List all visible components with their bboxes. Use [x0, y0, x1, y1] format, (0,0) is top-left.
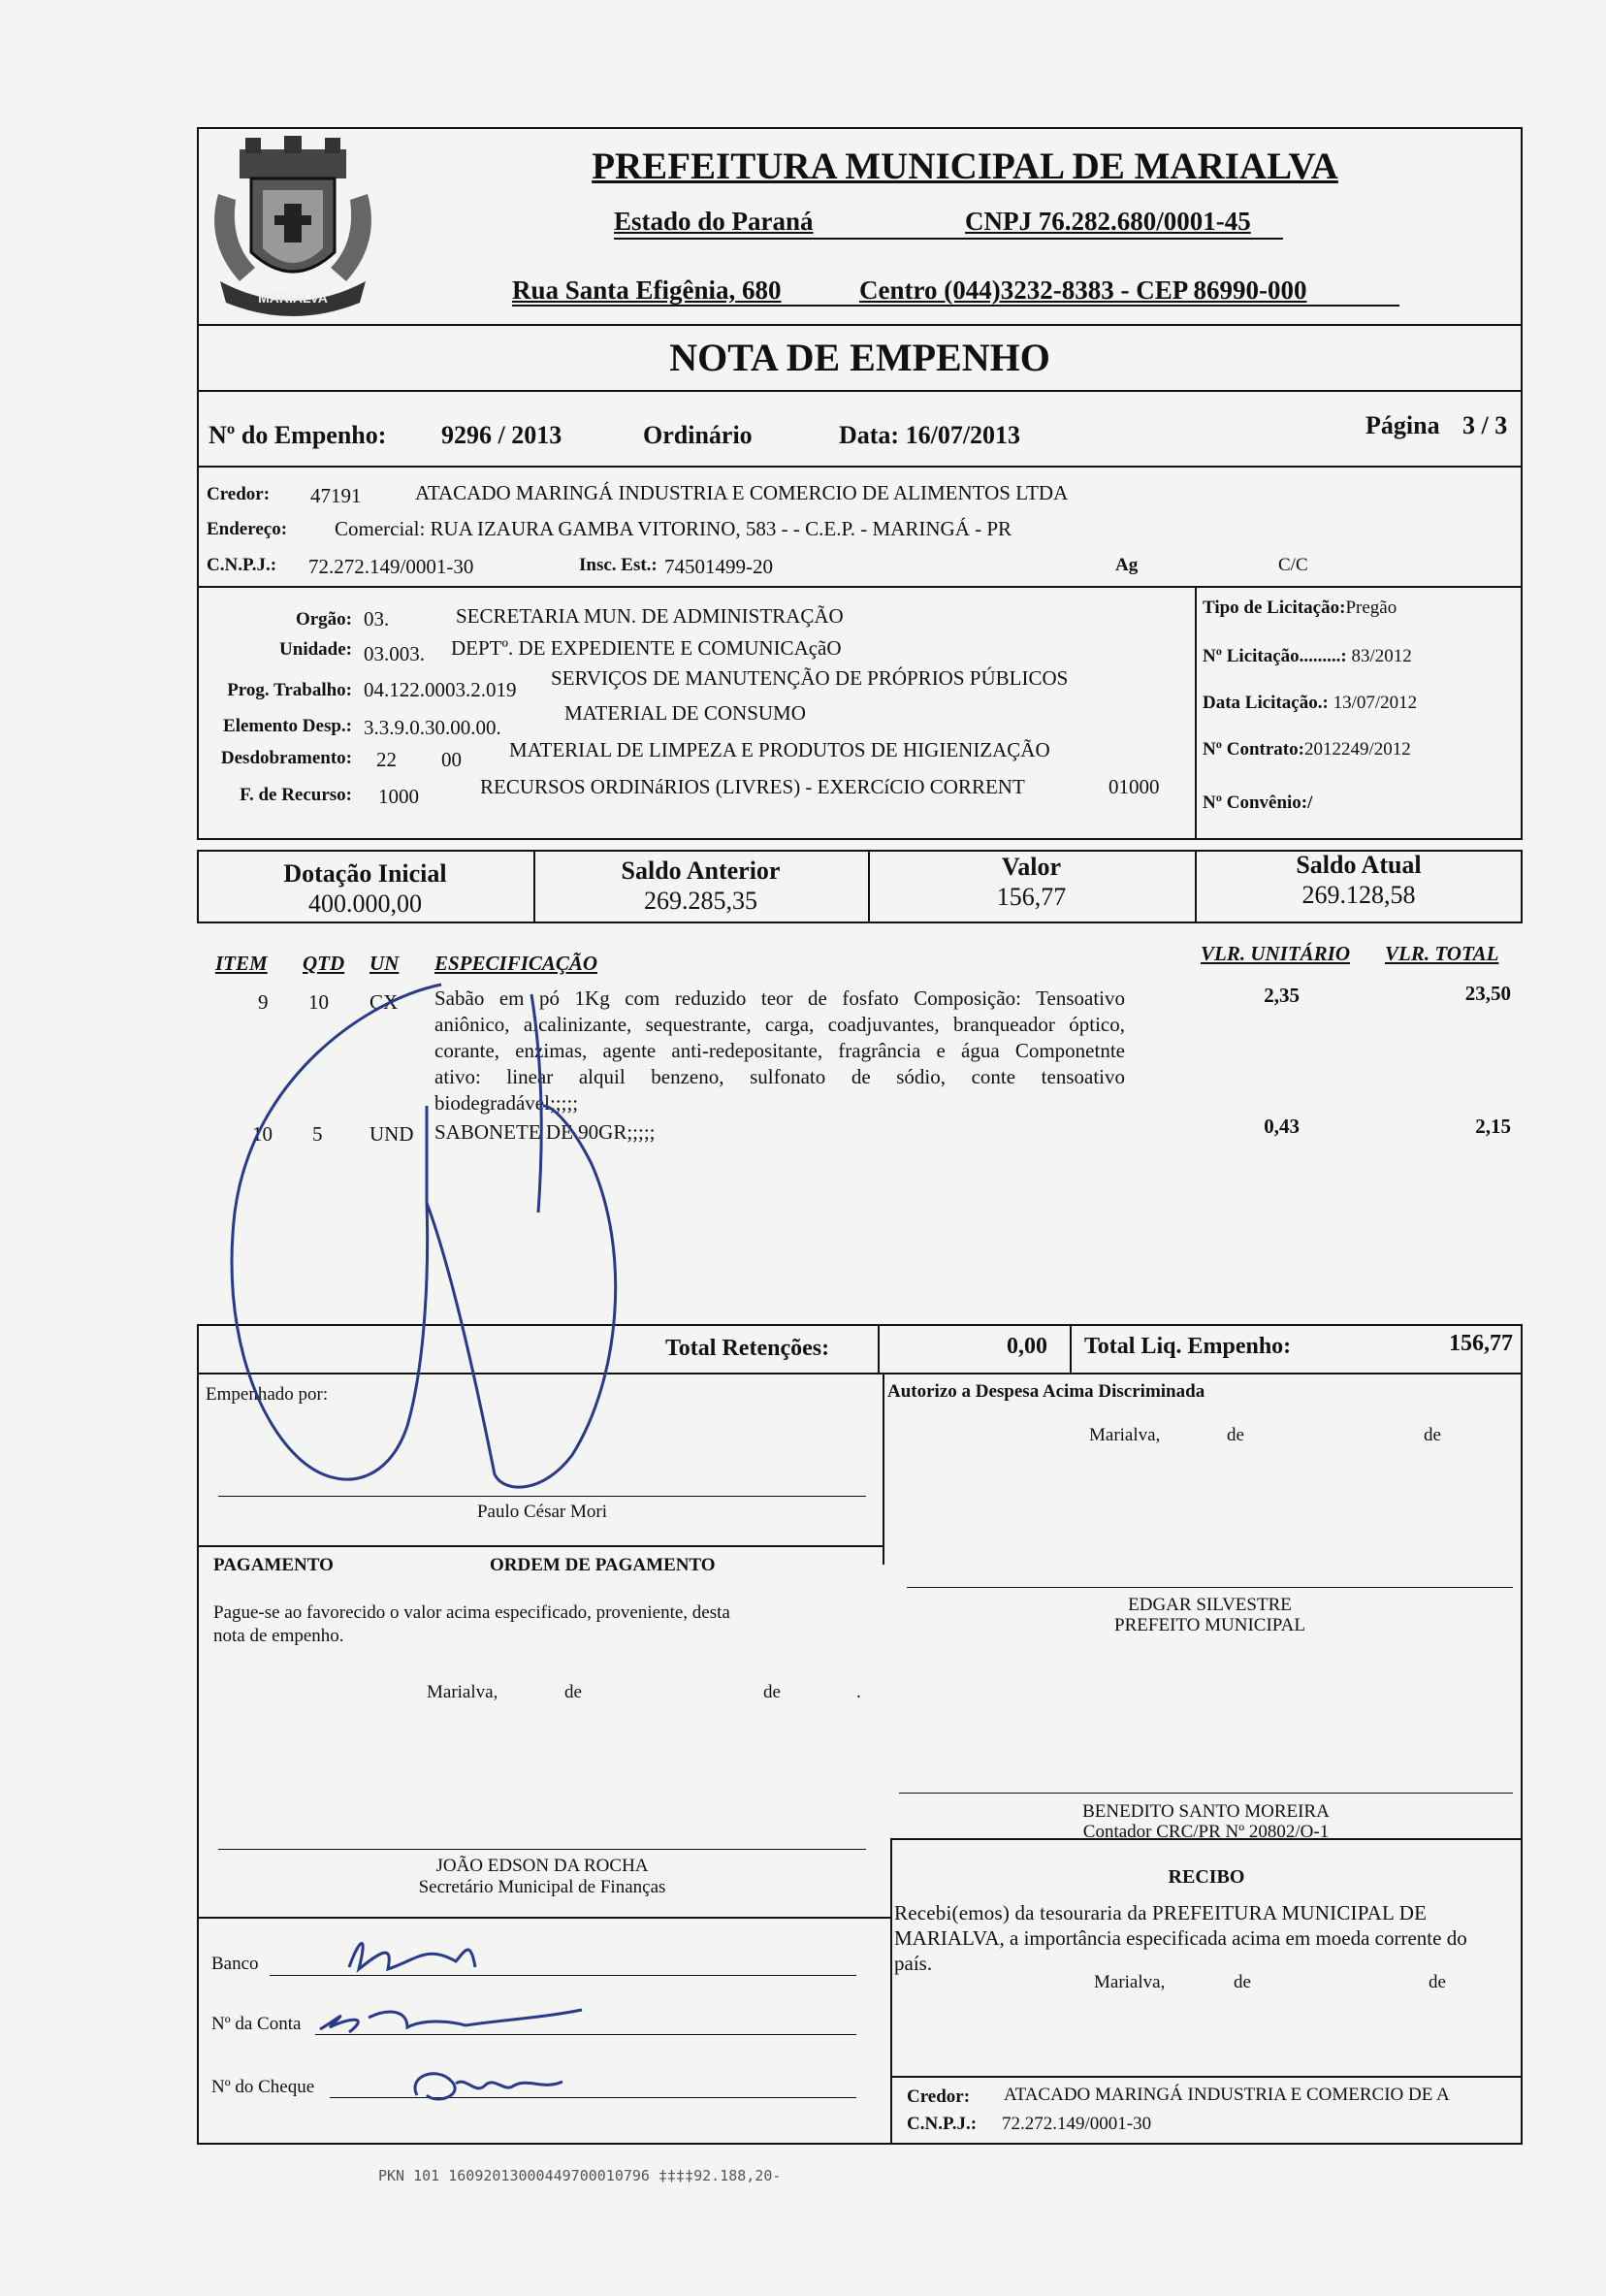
- recibo-line-2: MARIALVA, a importância especificada acima em moeda corrente do: [894, 1926, 1467, 1950]
- recibo-credor-label: Credor:: [907, 2086, 971, 2107]
- tipo-licitacao-value: Pregão: [1345, 598, 1397, 618]
- banco-label: Banco: [211, 1954, 259, 1974]
- num-licitacao-value: 83/2012: [1351, 646, 1412, 666]
- doc-title: NOTA DE EMPENHO: [669, 336, 1050, 379]
- recibo-cnpj: 72.272.149/0001-30: [1002, 2114, 1152, 2134]
- ordem-pagamento-label: ORDEM DE PAGAMENTO: [490, 1555, 716, 1575]
- convenio-label: Nº Convênio:/: [1203, 792, 1313, 813]
- orgao-name: SECRETARIA MUN. DE ADMINISTRAÇÃO: [456, 604, 844, 628]
- credor-label: Credor:: [207, 484, 271, 504]
- credor-address: Comercial: RUA IZAURA GAMBA VITORINO, 583 - - C.E.P. - MARINGÁ - PR: [335, 517, 1012, 540]
- item-unit-value: 2,35: [1264, 984, 1300, 1007]
- item-qtd: 5: [312, 1122, 323, 1146]
- recurso-name: RECURSOS ORDINáRIOS (LIVRES) - EXERCíCIO CORRENT: [480, 775, 1025, 798]
- dotacao-value: 400.000,00: [308, 889, 422, 918]
- item-qtd: 10: [308, 990, 329, 1014]
- data-licitacao-label: Data Licitação.: 13/07/2012: [1203, 693, 1418, 713]
- empenho-date: Data: 16/07/2013: [839, 421, 1021, 449]
- liq-empenho-value: 156,77: [1449, 1331, 1513, 1356]
- contrato-label: Nº Contrato:2012249/2012: [1203, 739, 1411, 760]
- header-cnpj: CNPJ 76.282.680/0001-45: [965, 207, 1251, 236]
- credor-code: 47191: [310, 484, 362, 507]
- credor-name: ATACADO MARINGÁ INDUSTRIA E COMERCIO DE ALIMENTOS LTDA: [415, 481, 1069, 504]
- recibo-line-3: país.: [894, 1952, 933, 1975]
- col-qtd: QTD: [303, 952, 345, 975]
- item-unit-value: 0,43: [1264, 1115, 1300, 1138]
- autorizo-label: Autorizo a Despesa Acima Discriminada: [887, 1381, 1205, 1402]
- pagamento-de1: de: [564, 1682, 582, 1702]
- empenho-label: Nº do Empenho:: [209, 421, 387, 449]
- autorizo-city: Marialva,: [1089, 1425, 1161, 1445]
- item-total-value: 2,15: [1475, 1115, 1511, 1138]
- data-licitacao-value: 13/07/2012: [1333, 693, 1418, 713]
- retencoes-value: 0,00: [1007, 1334, 1047, 1359]
- cc-label: C/C: [1278, 555, 1308, 575]
- recibo-de2: de: [1429, 1972, 1446, 1992]
- unidade-label: Unidade:: [279, 639, 352, 660]
- saldo-anterior-label: Saldo Anterior: [621, 857, 781, 885]
- recurso-label: F. de Recurso:: [240, 785, 352, 805]
- unidade-name: DEPTº. DE EXPEDIENTE E COMUNICAçãO: [451, 636, 842, 660]
- pagamento-dot: .: [856, 1682, 861, 1702]
- item-number: 10: [252, 1122, 273, 1146]
- recibo-city: Marialva,: [1094, 1972, 1166, 1992]
- mayor-title: PREFEITO MUNICIPAL: [1114, 1615, 1305, 1635]
- item-spec: SABONETE DE 90GR;;;;;: [434, 1120, 656, 1144]
- dotacao-label: Dotação Inicial: [283, 859, 447, 888]
- orgao-label: Orgão:: [295, 609, 352, 630]
- footer-code: PKN 101 16092013000449700010796 ‡‡‡‡92.188,20-: [378, 2167, 782, 2184]
- credor-insc: 74501499-20: [664, 555, 773, 578]
- contrato-value: 2012249/2012: [1303, 739, 1411, 760]
- secretario-title: Secretário Municipal de Finanças: [418, 1877, 666, 1897]
- contador-title: Contador CRC/PR Nº 20802/O-1: [1082, 1822, 1330, 1842]
- credor-cnpj: 72.272.149/0001-30: [308, 555, 474, 578]
- col-vlr-total: VLR. TOTAL: [1385, 942, 1499, 965]
- tipo-licitacao-label: Tipo de Licitação:Pregão: [1203, 598, 1397, 618]
- header-state: Estado do Paraná: [614, 207, 814, 236]
- conta-label: Nº da Conta: [211, 2014, 302, 2034]
- liq-empenho-label: Total Liq. Empenho:: [1084, 1334, 1292, 1359]
- recibo-credor-name: ATACADO MARINGÁ INDUSTRIA E COMERCIO DE A: [1004, 2085, 1450, 2105]
- recibo-label: RECIBO: [1168, 1866, 1245, 1888]
- item-un: UND: [369, 1122, 414, 1146]
- unidade-code: 03.003.: [364, 642, 425, 665]
- recurso-code: 1000: [378, 785, 419, 808]
- desdobramento-b: 00: [441, 748, 462, 771]
- empenho-type: Ordinário: [643, 421, 753, 449]
- pagamento-label: PAGAMENTO: [213, 1555, 334, 1575]
- ag-label: Ag: [1115, 555, 1139, 575]
- retencoes-label: Total Retenções:: [665, 1336, 830, 1361]
- valor-label: Valor: [1001, 853, 1062, 881]
- empenhado-name: Paulo César Mori: [476, 1502, 608, 1522]
- spec-line: Sabão em pó 1Kg com reduzido teor de fosfato Composição: Tensoativo: [434, 986, 1125, 1010]
- num-licitacao-label: Nº Licitação.........: 83/2012: [1203, 646, 1412, 666]
- empenho-number: 9296 / 2013: [441, 421, 562, 449]
- elemento-name: MATERIAL DE CONSUMO: [564, 701, 806, 725]
- desdobramento-label: Desdobramento:: [220, 748, 352, 768]
- elemento-code: 3.3.9.0.30.00.00.: [364, 716, 501, 739]
- contador-name: BENEDITO SANTO MOREIRA: [1082, 1801, 1330, 1822]
- page-number: 3 / 3: [1462, 411, 1508, 439]
- autorizo-de1: de: [1227, 1425, 1244, 1445]
- recibo-line-1: Recebi(emos) da tesouraria da PREFEITURA MUNICIPAL DE: [894, 1901, 1428, 1924]
- empenhado-label: Empenhado por:: [206, 1384, 329, 1405]
- cheque-label: Nº do Cheque: [211, 2077, 315, 2097]
- page-label: Página: [1365, 411, 1440, 439]
- col-item: ITEM: [215, 952, 268, 975]
- spec-line: biodegradável;;;;;: [434, 1091, 579, 1115]
- item-total-value: 23,50: [1464, 982, 1511, 1005]
- secretario-name: JOÃO EDSON DA ROCHA: [435, 1856, 649, 1876]
- address-label: Endereço:: [207, 519, 288, 539]
- pagamento-text-2: nota de empenho.: [213, 1626, 344, 1646]
- header-title: PREFEITURA MUNICIPAL DE MARIALVA: [592, 146, 1338, 187]
- item-number: 9: [258, 990, 269, 1014]
- elemento-label: Elemento Desp.:: [223, 716, 352, 736]
- autorizo-de2: de: [1424, 1425, 1441, 1445]
- valor-value: 156,77: [996, 883, 1067, 911]
- cnpj-label: C.N.P.J.:: [207, 555, 277, 575]
- pagamento-text-1: Pague-se ao favorecido o valor acima especificado, proveniente, desta: [213, 1602, 730, 1623]
- recibo-cnpj-label: C.N.P.J.:: [907, 2114, 978, 2134]
- desdobramento-a: 22: [376, 748, 397, 771]
- desdobramento-name: MATERIAL DE LIMPEZA E PRODUTOS DE HIGIENIZAÇÃO: [509, 738, 1050, 761]
- spec-line: aniônico, alcalinizante, sequestrante, carga, coadjuvantes, branqueador óptico,: [434, 1013, 1125, 1036]
- saldo-atual-label: Saldo Atual: [1296, 851, 1422, 879]
- svg-text:MARIALVA: MARIALVA: [258, 290, 328, 306]
- mayor-name: EDGAR SILVESTRE: [1128, 1595, 1292, 1615]
- item-un: CX: [369, 990, 399, 1014]
- saldo-anterior-value: 269.285,35: [644, 887, 757, 915]
- col-spec: ESPECIFICAÇÃO: [434, 952, 598, 975]
- header-address-rest: Centro (044)3232-8383 - CEP 86990-000: [859, 275, 1307, 305]
- orgao-code: 03.: [364, 607, 390, 631]
- header-address: Rua Santa Efigênia, 680: [512, 275, 782, 305]
- pagamento-de2: de: [763, 1682, 781, 1702]
- insc-label: Insc. Est.:: [579, 555, 658, 575]
- prog-label: Prog. Trabalho:: [227, 680, 352, 700]
- col-vlr-unitario: VLR. UNITÁRIO: [1201, 942, 1351, 965]
- prog-name: SERVIÇOS DE MANUTENÇÃO DE PRÓPRIOS PÚBLICOS: [551, 666, 1069, 690]
- col-un: UN: [369, 952, 400, 975]
- pagamento-city: Marialva,: [427, 1682, 498, 1702]
- saldo-atual-value: 269.128,58: [1301, 881, 1416, 909]
- prog-code: 04.122.0003.2.019: [364, 678, 517, 701]
- recurso-extra: 01000: [1108, 775, 1160, 798]
- spec-line: ativo: linear alquil benzeno, sulfonato de sódio, conte tensoativo: [434, 1065, 1125, 1088]
- spec-line: corante, enzimas, agente anti-redepositante, fragrância e água Componetnte: [434, 1039, 1125, 1062]
- recibo-de1: de: [1234, 1972, 1251, 1992]
